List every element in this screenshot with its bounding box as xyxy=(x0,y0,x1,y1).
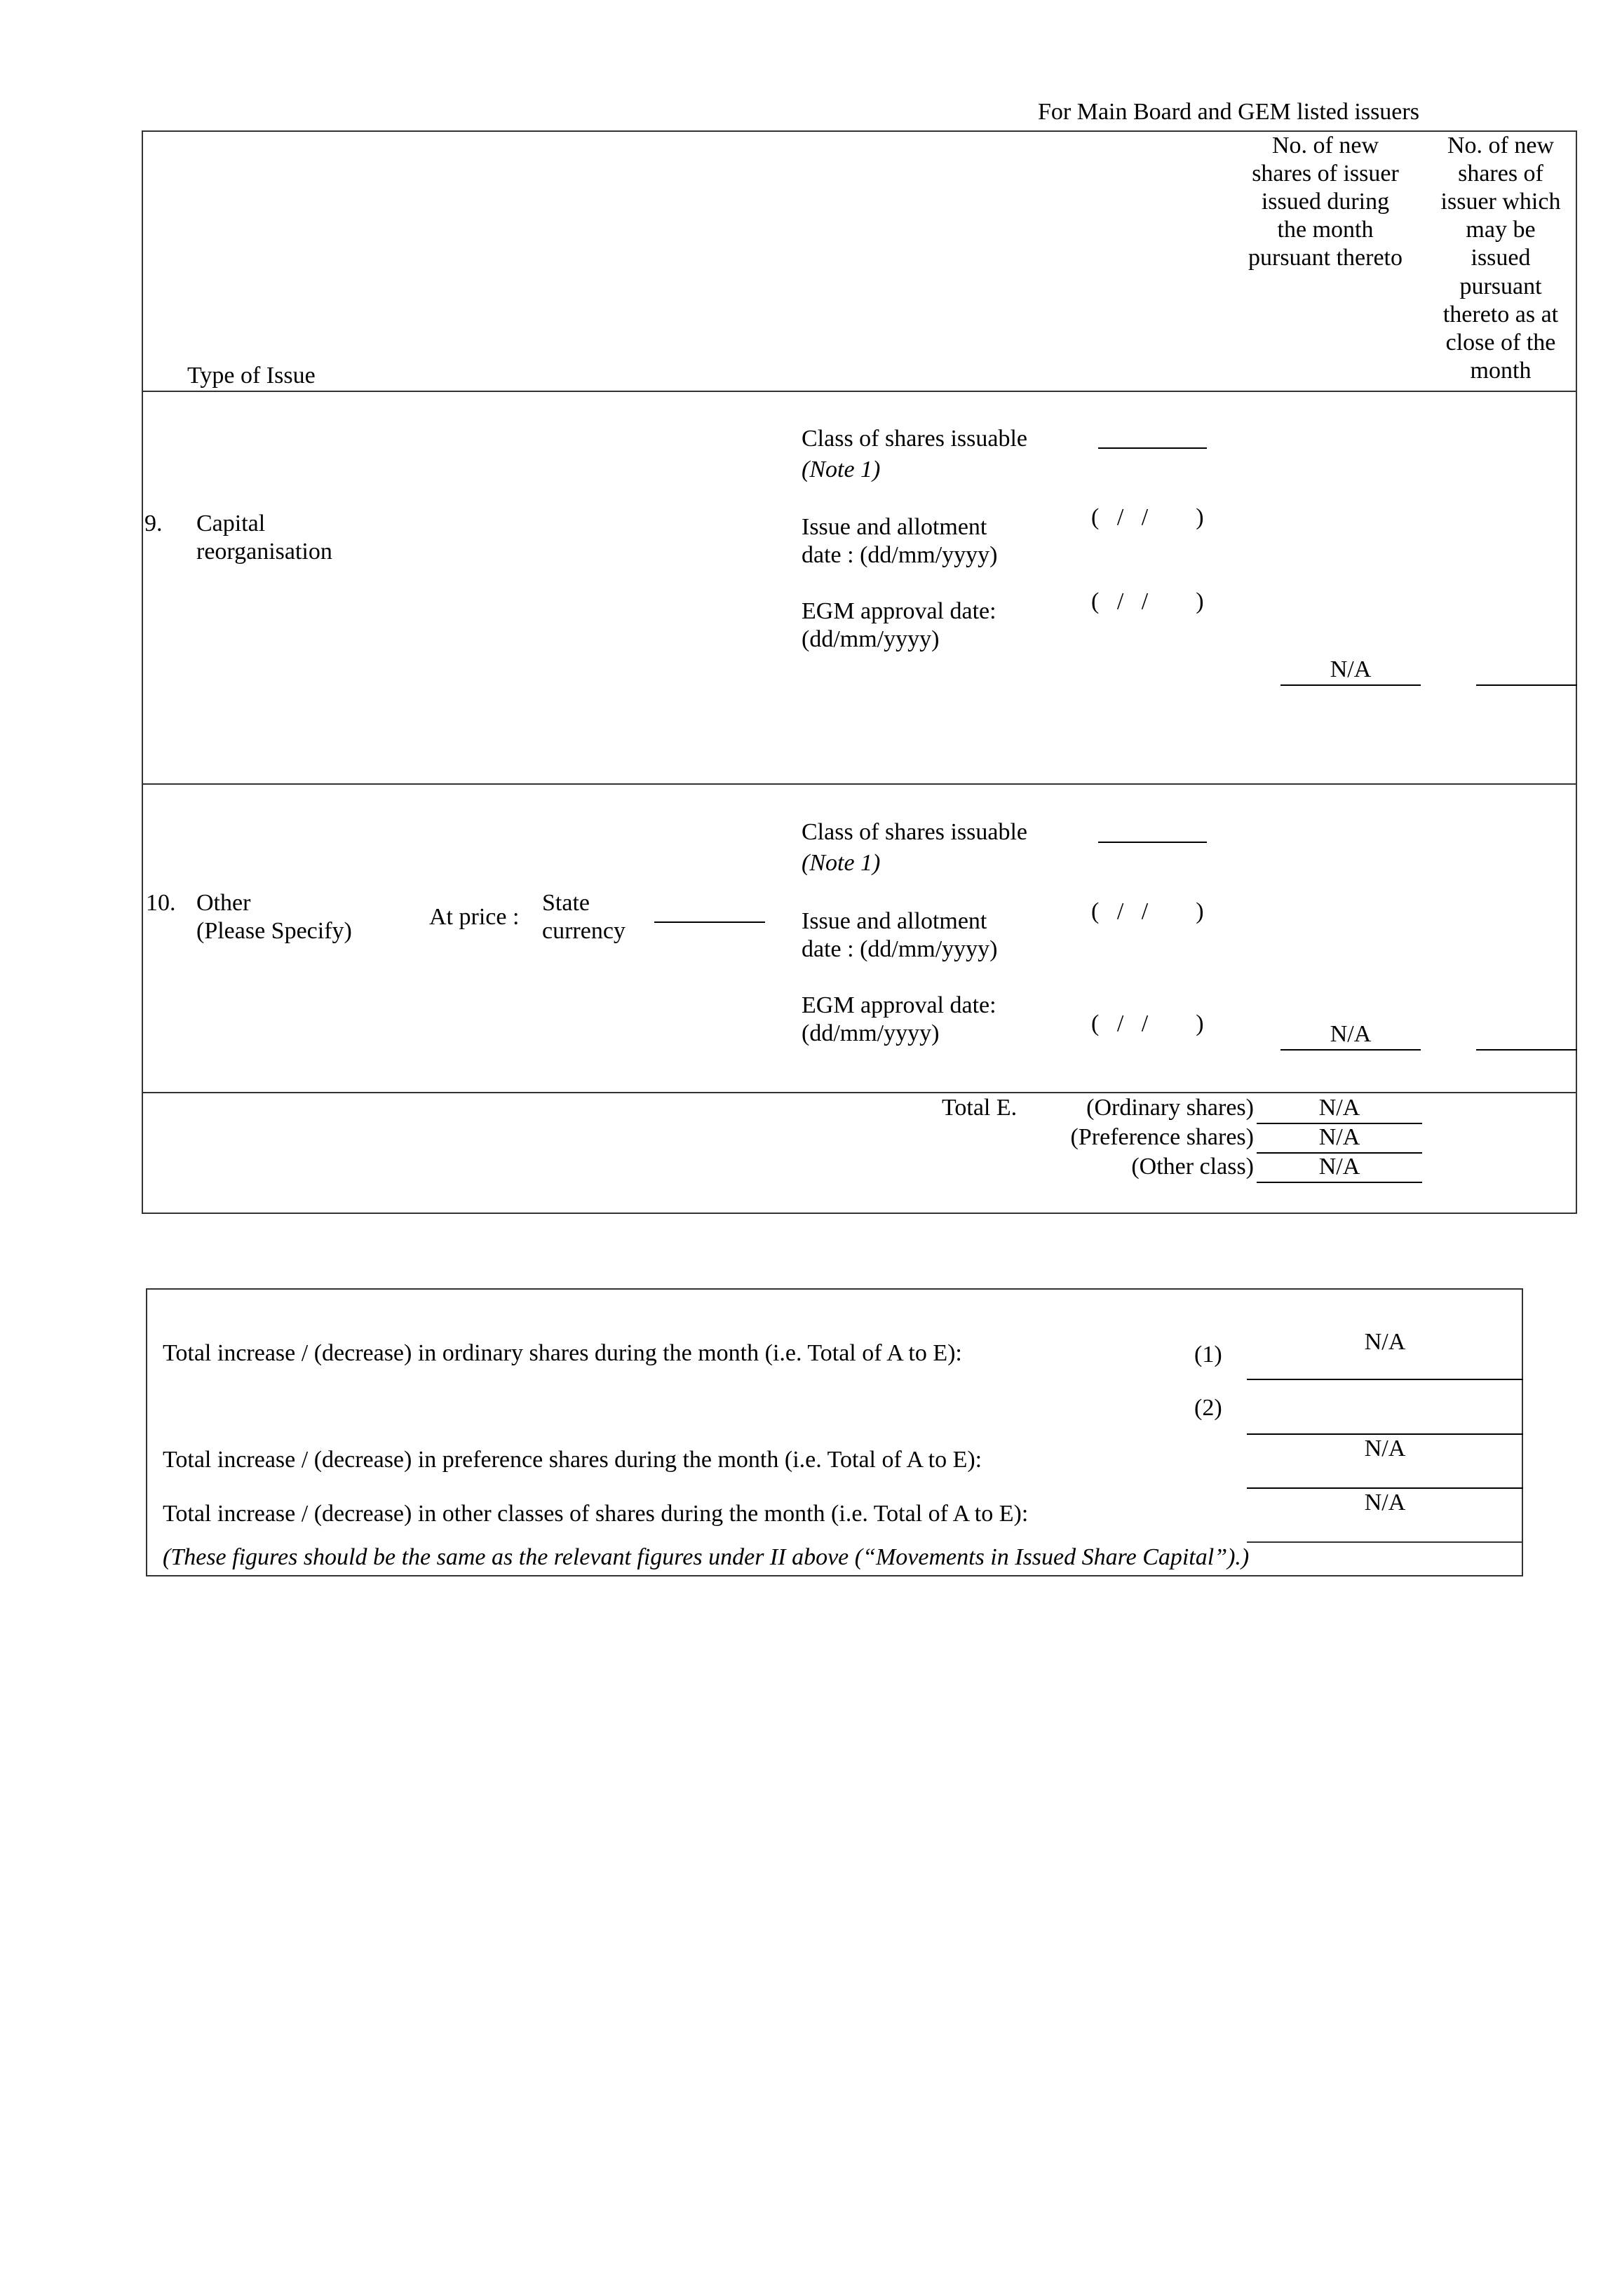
header-col1-line: No. of new xyxy=(1271,133,1379,158)
row10-number: 10. xyxy=(146,890,176,916)
summary-line-4 xyxy=(1247,1541,1523,1543)
total-e-other-value: N/A xyxy=(1318,1154,1360,1180)
header-col1-line: the month xyxy=(1277,217,1374,243)
row10-egm-label-line1: EGM approval date: xyxy=(802,992,996,1018)
summary-footnote: (These figures should be the same as the relevant figures under II above (“Movements in Issued Share Capital”).) xyxy=(163,1544,1250,1570)
row-divider-9-10 xyxy=(142,783,1577,785)
summary-line-1 xyxy=(1247,1379,1523,1380)
summary-value-1: N/A xyxy=(1364,1329,1406,1355)
row10-issued-underline xyxy=(1280,1049,1421,1051)
row9-title-line1: Capital xyxy=(196,511,266,536)
row10-title xyxy=(196,889,352,945)
total-e-label: Total E. xyxy=(942,1095,1018,1121)
header-col2-line: pursuant xyxy=(1459,273,1542,299)
may-be-issued-header xyxy=(1427,132,1574,385)
header-col2-line: issuer which xyxy=(1440,189,1561,215)
row9-egm-label-line2: (dd/mm/yyyy) xyxy=(802,626,940,653)
row10-state-line2: currency xyxy=(542,918,626,945)
row10-title-line1: Other xyxy=(196,890,251,916)
total-e-other-underline xyxy=(1257,1182,1422,1183)
header-col1-line: shares of issuer xyxy=(1252,161,1399,187)
row-divider-10-total xyxy=(142,1092,1577,1093)
total-e-preference-value: N/A xyxy=(1318,1124,1360,1150)
row10-state-currency xyxy=(542,889,626,945)
row9-may-issue-field[interactable] xyxy=(1476,684,1577,686)
row9-issued-value: N/A xyxy=(1330,656,1372,682)
row9-title xyxy=(196,510,332,566)
row9-title-line2: reorganisation xyxy=(196,539,332,565)
row10-state-line1: State xyxy=(542,890,590,916)
row10-class-field[interactable] xyxy=(1098,842,1207,843)
header-col2-line: thereto as at xyxy=(1442,301,1559,327)
header-col2-line: may be xyxy=(1466,217,1536,243)
row10-class-note: (Note 1) xyxy=(802,850,881,876)
row10-egm-date-field[interactable]: ( / / ) xyxy=(1091,1011,1204,1036)
row10-at-price: At price : xyxy=(429,904,520,930)
row10-issued-value: N/A xyxy=(1330,1021,1372,1047)
row10-price-field[interactable] xyxy=(654,921,765,923)
row10-may-issue-field[interactable] xyxy=(1476,1049,1577,1051)
row10-issue-label xyxy=(802,907,998,964)
total-e-ordinary-value: N/A xyxy=(1318,1095,1360,1121)
row10-issue-date-field[interactable]: ( / / ) xyxy=(1091,898,1204,924)
summary-preference-text: Total increase / (decrease) in preference shares during the month (i.e. Total of A to E): xyxy=(163,1447,982,1473)
row10-title-line2: (Please Specify) xyxy=(196,918,352,945)
row9-class-label: Class of shares issuable xyxy=(802,426,1028,452)
row9-number: 9. xyxy=(144,511,163,536)
row9-egm-label xyxy=(802,597,996,654)
row10-egm-label-line2: (dd/mm/yyyy) xyxy=(802,1020,940,1047)
row9-class-field[interactable] xyxy=(1098,447,1207,449)
header-col2-line: close of the xyxy=(1445,329,1556,356)
row9-issue-date-field[interactable]: ( / / ) xyxy=(1091,504,1204,530)
header-col2-line: issued xyxy=(1471,245,1531,271)
row10-issue-label-line2: date : (dd/mm/yyyy) xyxy=(802,936,998,963)
row9-issue-label-line2: date : (dd/mm/yyyy) xyxy=(802,542,998,569)
total-e-preference-label: (Preference shares) xyxy=(1070,1124,1254,1150)
row9-egm-label-line1: EGM approval date: xyxy=(802,598,996,624)
row10-class-label: Class of shares issuable xyxy=(802,819,1028,845)
summary-other-value: N/A xyxy=(1364,1490,1406,1515)
row9-issue-label xyxy=(802,513,998,569)
summary-ordinary-text: Total increase / (decrease) in ordinary shares during the month (i.e. Total of A to E): xyxy=(163,1340,962,1366)
total-e-ordinary-label: (Ordinary shares) xyxy=(1086,1095,1254,1121)
header-col1-line: pursuant thereto xyxy=(1248,245,1403,271)
issued-during-month-header xyxy=(1220,132,1431,273)
header-col2-line: month xyxy=(1470,357,1532,384)
summary-other-text: Total increase / (decrease) in other classes of shares during the month (i.e. Total of A to E): xyxy=(163,1501,1029,1527)
row10-egm-label xyxy=(802,992,996,1048)
summary-marker-1: (1) xyxy=(1194,1342,1222,1368)
type-of-issue-header: Type of Issue xyxy=(187,363,316,389)
total-e-other-label: (Other class) xyxy=(1131,1154,1254,1180)
table-caption: For Main Board and GEM listed issuers xyxy=(1038,99,1419,125)
row9-class-note: (Note 1) xyxy=(802,457,881,482)
row9-egm-date-field[interactable]: ( / / ) xyxy=(1091,588,1204,614)
row9-issue-label-line1: Issue and allotment xyxy=(802,514,987,540)
header-divider xyxy=(142,391,1577,392)
summary-preference-value: N/A xyxy=(1364,1436,1406,1461)
row10-issue-label-line1: Issue and allotment xyxy=(802,908,987,934)
header-col1-line: issued during xyxy=(1261,189,1390,215)
header-col2-line: shares of xyxy=(1458,161,1543,187)
header-col2-line: No. of new xyxy=(1447,133,1555,158)
summary-marker-2: (2) xyxy=(1194,1395,1222,1421)
row9-issued-underline xyxy=(1280,684,1421,686)
